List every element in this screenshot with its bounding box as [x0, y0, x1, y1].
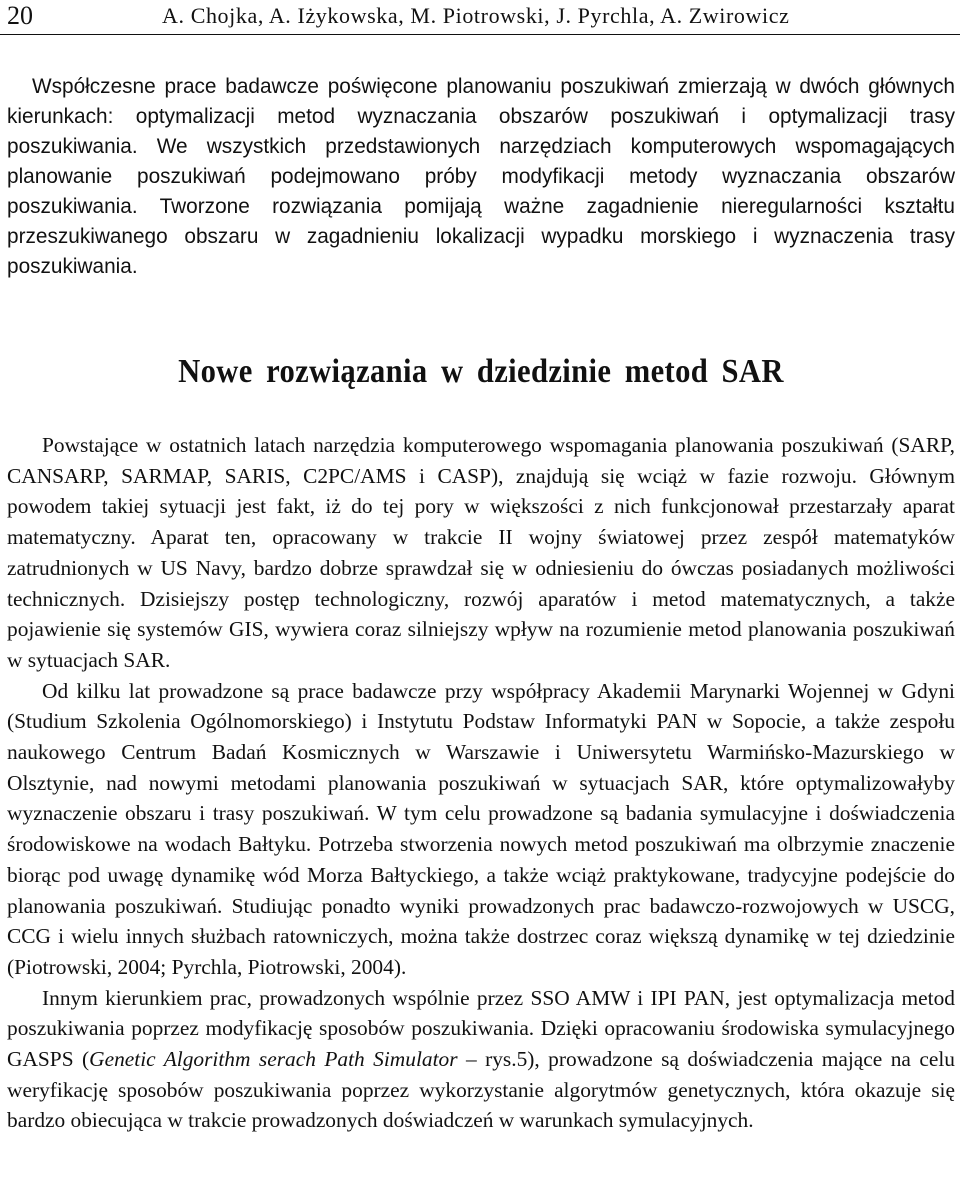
running-head-authors: A. Chojka, A. Iżykowska, M. Piotrowski, J. Pyrchla, A. Zwirowicz: [162, 3, 790, 28]
body-paragraph-3-italic-title: Genetic Algorithm serach Path Simulator: [89, 1047, 458, 1072]
body-paragraph-2: Od kilku lat prowadzone są prace badawcze przy współpracy Akademii Marynarki Wojennej w Gdyni (Studium Szkolenia Ogólnomorskiego) i Instytutu Podstaw Informatyki PAN w Sopocie, a także zespołu naukowego Centrum Badań Kosmicznych w Warszawie i Uniwersytetu Warmińsko-Mazurskiego w Olsztynie, nad nowymi metodami planowania poszukiwań w sytuacjach SAR, które optymalizowałyby wyznaczenie obszaru i trasy poszukiwań. W tym celu prowadzone są badania symulacyjne i doświadczenia środowiskowe na wodach Bałtyku. Potrzeba stworzenia nowych metod poszukiwań ma olbrzymie znaczenie biorąc pod uwagę dynamikę wód Morza Bałtyckiego, a także wciąż praktykowane, tradycyjne podejście do planowania poszukiwań. Studiując ponadto wyniki prowadzonych prac badawczo-rozwojowych w USCG, CCG i wielu innych służbach ratowniczych, można także dostrzec coraz większą dynamikę w tej dziedzinie (Piotrowski, 2004; Pyrchla, Piotrowski, 2004).: [7, 678, 955, 979]
body-paragraph-3-part-1: Innym kierunkiem prac, prowadzonych wspólnie przez SSO AMW i IPI PAN, jest optymalizacja metod poszukiwania poprzez modyfikację sposobów poszukiwania. Dzięki opracowaniu środowiska symulacyjnego GASPS (: [7, 985, 955, 1072]
page-header: [0, 0, 960, 35]
body-paragraph-1: Powstające w ostatnich latach narzędzia komputerowego wspomagania planowania poszukiwań (SARP, CANSARP, SARMAP, SARIS, C2PC/AMS i CASP), znajdują się wciąż w fazie rozwoju. Głównym powodem takiej sytuacji jest fakt, iż do tej pory w większości z nich funkcjonował przestarzały aparat matematyczny. Aparat ten, opracowany w trakcie II wojny światowej przez zespół matematyków zatrudnionych w US Navy, bardzo dobrze sprawdzał się w odniesieniu do ówczas posiadanych możliwości technicznych. Dzisiejszy postęp technologiczny, rozwój aparatów i metod matematycznych, a także pojawienie się systemów GIS, wywiera coraz silniejszy wpływ na rozumienie metod planowania poszukiwań w sytuacjach SAR.: [7, 433, 955, 672]
body-paragraph-3-part-2: – rys.5), prowadzone są doświadczenia mające na celu weryfikację sposobów poszukiwania poprzez wykorzystanie algorytmów genetycznych, która okazuje się bardzo obiecująca w trakcie prowadzonych doświadczeń w warunkach symulacyjnych.: [7, 1047, 955, 1133]
intro-paragraph: Współczesne prace badawcze poświęcone planowaniu poszukiwań zmierzają w dwóch głównych kierunkach: optymalizacji metod wyznaczania obszarów poszukiwań i optymalizacji trasy poszukiwania. We wszystkich przedstawionych narzędziach komputerowych wspomagających planowanie poszukiwań podejmowano próby modyfikacji metody wyznaczania obszarów poszukiwania. Tworzone rozwiązania pomijają ważne zagadnienie nieregularności kształtu przeszukiwanego obszaru w zagadnieniu lokalizacji wypadku morskiego i wyznaczenia trasy poszukiwania.: [7, 75, 955, 278]
page-content: [7, 72, 955, 1136]
page-number: 20: [7, 1, 33, 30]
body-paragraph-3: [7, 983, 955, 1137]
section-title: Nowe rozwiązania w dziedzinie metod SAR: [178, 353, 784, 390]
